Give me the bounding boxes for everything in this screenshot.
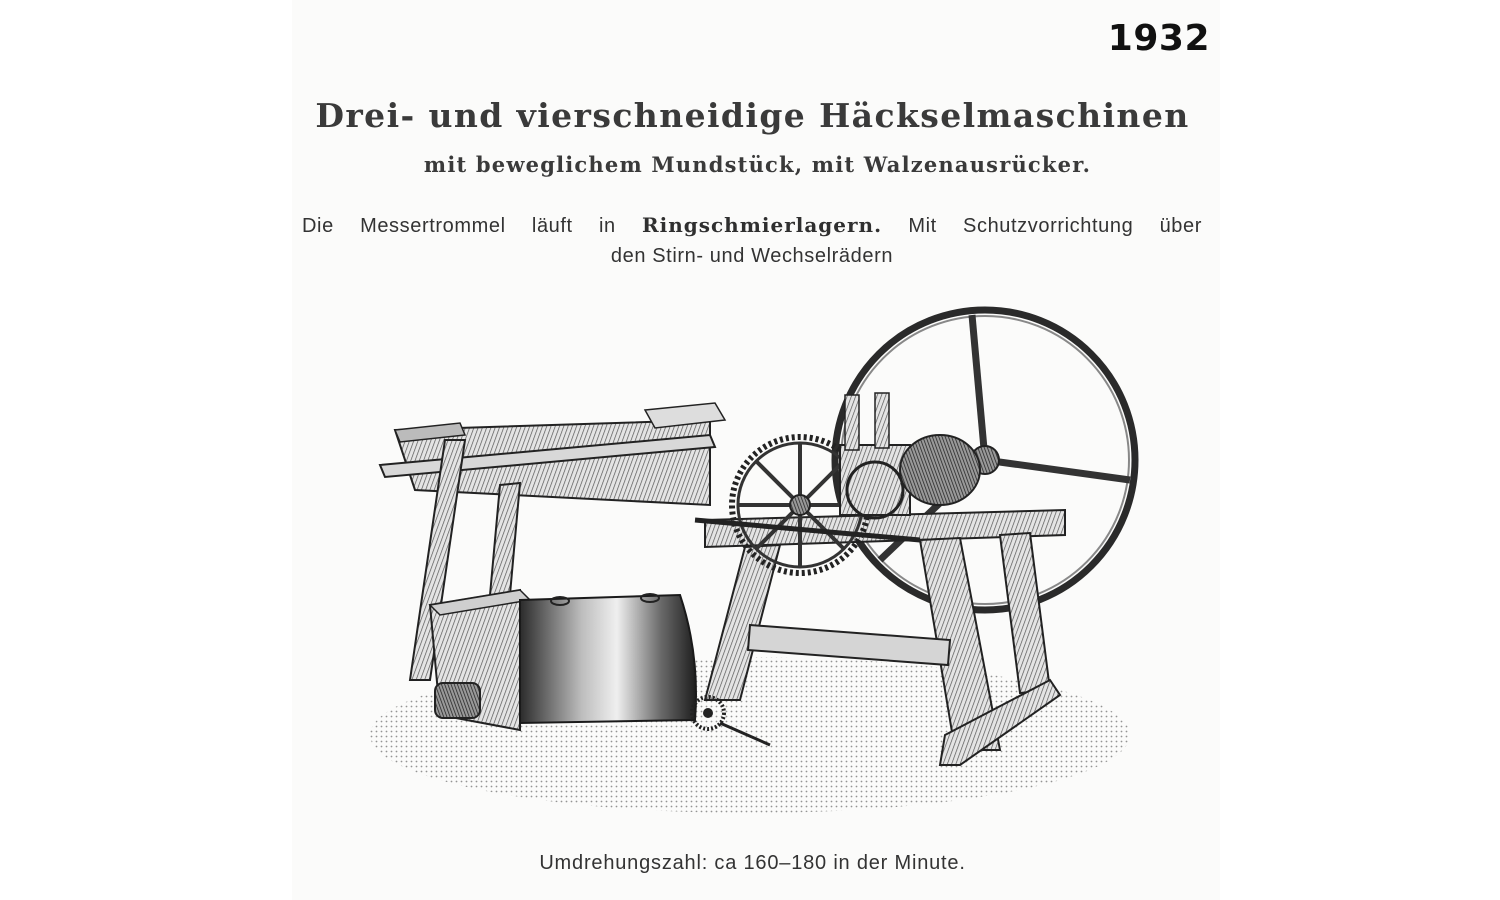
revolutions-note: Umdrehungszahl: ca 160–180 in der Minute.: [539, 852, 966, 874]
cutter-head: [840, 393, 980, 518]
description-part-1: Die Messertrommel läuft in: [302, 215, 642, 237]
description: [302, 210, 1202, 271]
page-subtitle: mit beweglichem Mundstück, mit Walzenausrücker.: [423, 152, 1092, 177]
page-title: Drei- und vierschneidige Häckselmaschinen: [315, 96, 1190, 135]
description-line-1: [302, 210, 1202, 241]
drum-cover: [520, 594, 696, 723]
description-line-2: den Stirn- und Wechselrädern: [610, 245, 894, 267]
year-label: 1932: [1107, 18, 1210, 59]
description-emphasis: Ringschmierlagern.: [642, 213, 883, 237]
feed-trough: [380, 403, 725, 505]
machine-illustration: [360, 295, 1160, 835]
chute-box: [430, 590, 530, 730]
description-part-2: Mit Schutzvorrichtung über: [882, 215, 1202, 237]
